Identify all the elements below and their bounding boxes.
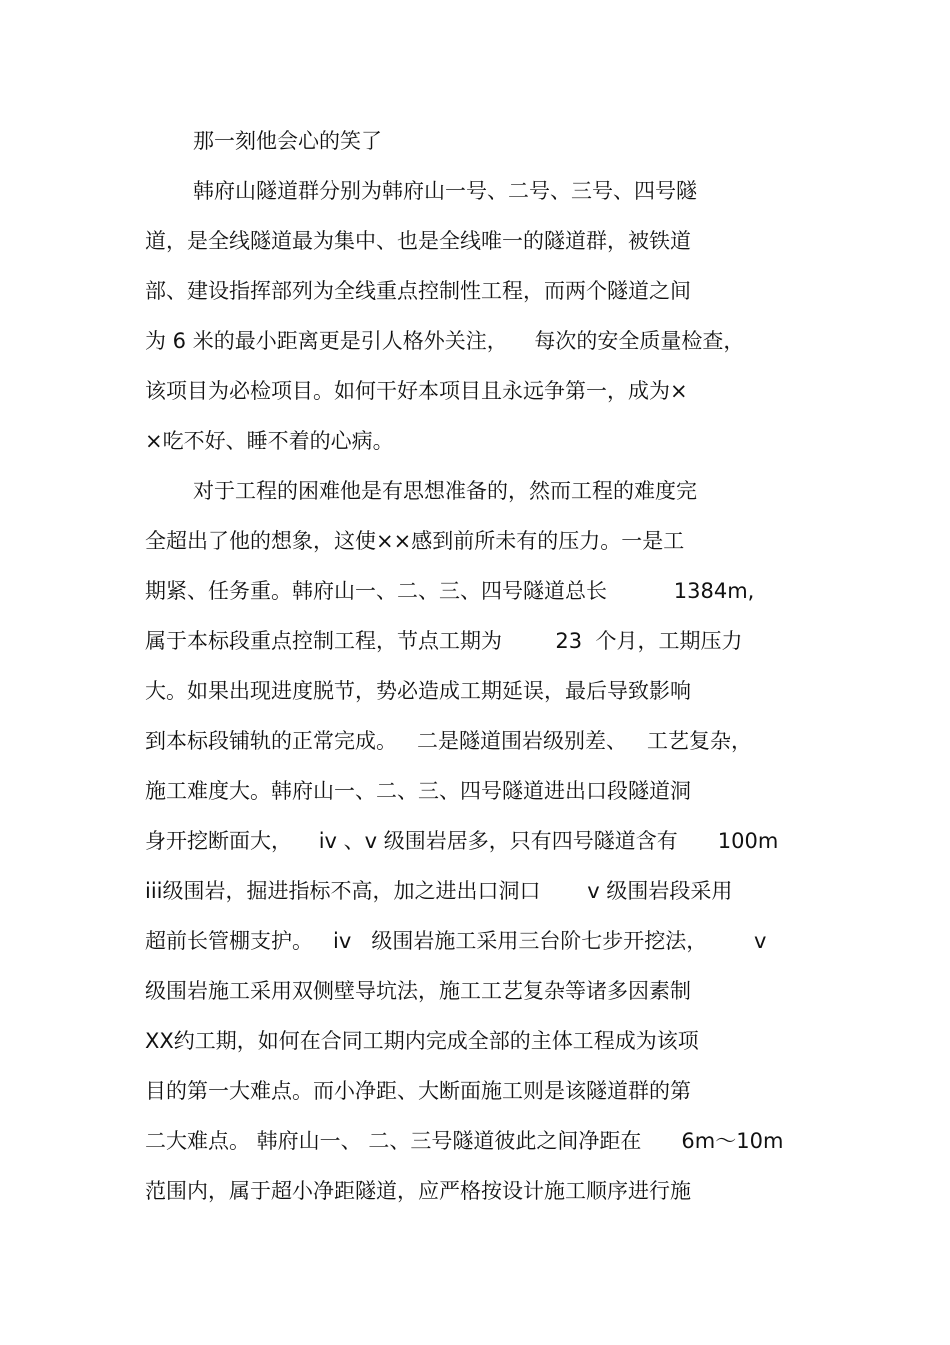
text-line-16: iii级围岩，掘进指标不高，加之进出口洞口 v 级围岩段采用	[145, 879, 733, 903]
text-line-14: 施工难度大。韩府山一、二、三、四号隧道进出口段隧道洞	[145, 779, 691, 803]
text-line-18: 级围岩施工采用双侧壁导坑法，施工工艺复杂等诸多因素制	[145, 979, 691, 1003]
text-line-21: 二大难点。 韩府山一、 二、三号隧道彼此之间净距在 6m～10m	[145, 1129, 784, 1153]
text-line-6: 该项目为必检项目。如何干好本项目且永远争第一，成为×	[145, 379, 688, 403]
text-line-17: 超前长管棚支护。 iv 级围岩施工采用三台阶七步开挖法， v	[145, 929, 767, 953]
text-line-20: 目的第一大难点。而小净距、大断面施工则是该隧道群的第	[145, 1079, 691, 1103]
text-line-2: 韩府山隧道群分别为韩府山一号、二号、三号、四号隧	[193, 179, 697, 203]
text-line-11: 属于本标段重点控制工程，节点工期为 23 个月，工期压力	[145, 629, 743, 653]
text-line-12: 大。如果出现进度脱节，势必造成工期延误，最后导致影响	[145, 679, 691, 703]
text-line-22: 范围内，属于超小净距隧道，应严格按设计施工顺序进行施	[145, 1179, 691, 1203]
text-line-13: 到本标段铺轨的正常完成。 二是隧道围岩级别差、 工艺复杂，	[145, 729, 753, 753]
text-line-3: 道，是全线隧道最为集中、也是全线唯一的隧道群，被铁道	[145, 229, 691, 253]
text-line-19: XX约工期，如何在合同工期内完成全部的主体工程成为该项	[145, 1029, 699, 1053]
text-line-15: 身开挖断面大， iv 、v 级围岩居多，只有四号隧道含有 100m	[145, 829, 779, 853]
text-line-10: 期紧、任务重。韩府山一、二、三、四号隧道总长 1384m,	[145, 579, 755, 603]
text-line-4: 部、建设指挥部列为全线重点控制性工程，而两个隧道之间	[145, 279, 691, 303]
text-line-7: ×吃不好、睡不着的心病。	[145, 429, 394, 453]
text-line-9: 全超出了他的想象，这使××感到前所未有的压力。一是工	[145, 529, 685, 553]
text-line-8: 对于工程的困难他是有思想准备的，然而工程的难度完	[193, 479, 697, 503]
text-line-5: 为 6 米的最小距离更是引人格外关注， 每次的安全质量检查，	[145, 329, 745, 353]
text-line-1: 那一刻他会心的笑了	[193, 129, 382, 153]
